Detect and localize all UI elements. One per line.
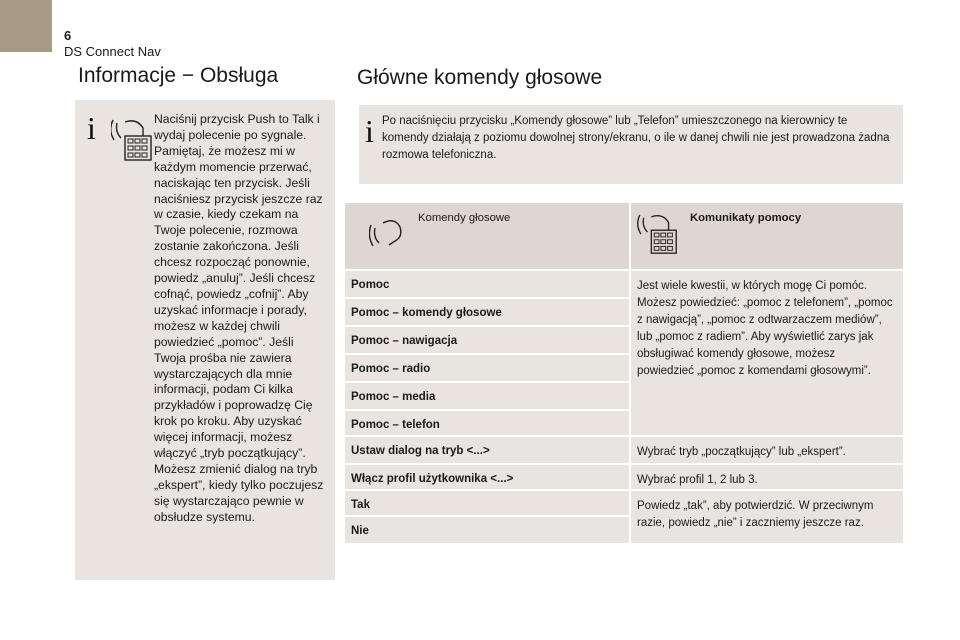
left-info-box (75, 100, 335, 580)
steering-wheel-keypad-icon (637, 213, 681, 257)
header-label: Komendy głosowe (418, 212, 511, 224)
right-heading: Główne komendy głosowe (357, 66, 603, 89)
table-header-commands (345, 203, 629, 269)
command-cell: Pomoc – radio (345, 355, 629, 381)
command-cell: Pomoc – telefon (345, 411, 629, 435)
message-cell: Powiedz „tak”, aby potwierdzić. W przeciwnym razie, powiedz „nie” i zaczniemy jeszcze raz. (631, 491, 903, 543)
right-info-text: Po naciśnięciu przycisku „Komendy głosowe” lub „Telefon” umieszczonego na kierownicy te komendy działają z poziomu dowolnej strony/ekranu, o ile w danej chwili nie jest prowadzona żadna rozmowa telefoniczna. (382, 115, 890, 161)
command-cell: Nie (345, 517, 629, 543)
info-i-icon: i (365, 113, 374, 149)
command-cell: Pomoc – komendy głosowe (345, 299, 629, 325)
command-cell: Pomoc (345, 271, 629, 297)
message-cell: Wybrać profil 1, 2 lub 3. (631, 465, 903, 489)
voice-commands-table (345, 203, 903, 543)
message-cell: Jest wiele kwestii, w których mogę Ci pomóc. Możesz powiedzieć: „pomoc z telefonem”, „pomoc z nawigacją”, „pomoc z odtwarzaczem mediów”, lub „pomoc z radiem”. Aby wyświetlić zarys jak obsługiwać komendy głosowe, możesz powiedzieć „pomoc z komendami głosowymi”. (631, 271, 903, 435)
left-info-text: Naciśnij przycisk Push to Talk i wydaj polecenie po sygnale. Pamiętaj, że możesz mi w każdym momencie przerwać, naciskając ten przycisk. Jeśli naciśniesz przycisk jeszcze raz w czasie, kiedy czekam na Twoje polecenie, rozmowa zostanie zakończona. Jeśli chcesz rozpocząć ponownie, powiedz „anuluj”. Jeśli chcesz cofnąć, powiedz „cofnij”. Aby uzyskać informacje i porady, możesz w każdej chwili powiedzieć „pomoc”. Jeśli Twoja prośba nie zawiera wystarczających dla mnie informacji, podam Ci kilka przykładów i poprowadzę Cię krok po kroku. Aby uzyskać więcej informacji, możesz włączyć „tryb początkujący”. Możesz zmienić dialog na tryb „ekspert”, kiedy tylko poczujesz się wystarczająco pewnie w obsłudze systemu. (154, 112, 324, 524)
header-label: Komunikaty pomocy (690, 212, 802, 224)
command-cell: Pomoc – media (345, 383, 629, 409)
command-cell: Pomoc – nawigacja (345, 327, 629, 353)
page-tab (0, 0, 52, 52)
command-cell: Tak (345, 491, 629, 515)
message-cell: Wybrać tryb „początkujący” lub „ekspert”. (631, 437, 903, 463)
brand-name: DS Connect Nav (64, 44, 161, 59)
page-number: 6 (64, 28, 72, 43)
right-info-box (359, 105, 903, 184)
table-header-messages (631, 203, 903, 269)
voice-command-icon (369, 215, 403, 249)
left-heading: Informacje − Obsługa (78, 64, 279, 87)
info-i-icon: i (87, 110, 96, 146)
command-cell: Włącz profil użytkownika <...> (345, 465, 629, 489)
command-cell: Ustaw dialog na tryb <...> (345, 437, 629, 463)
steering-wheel-keypad-icon (111, 118, 155, 164)
